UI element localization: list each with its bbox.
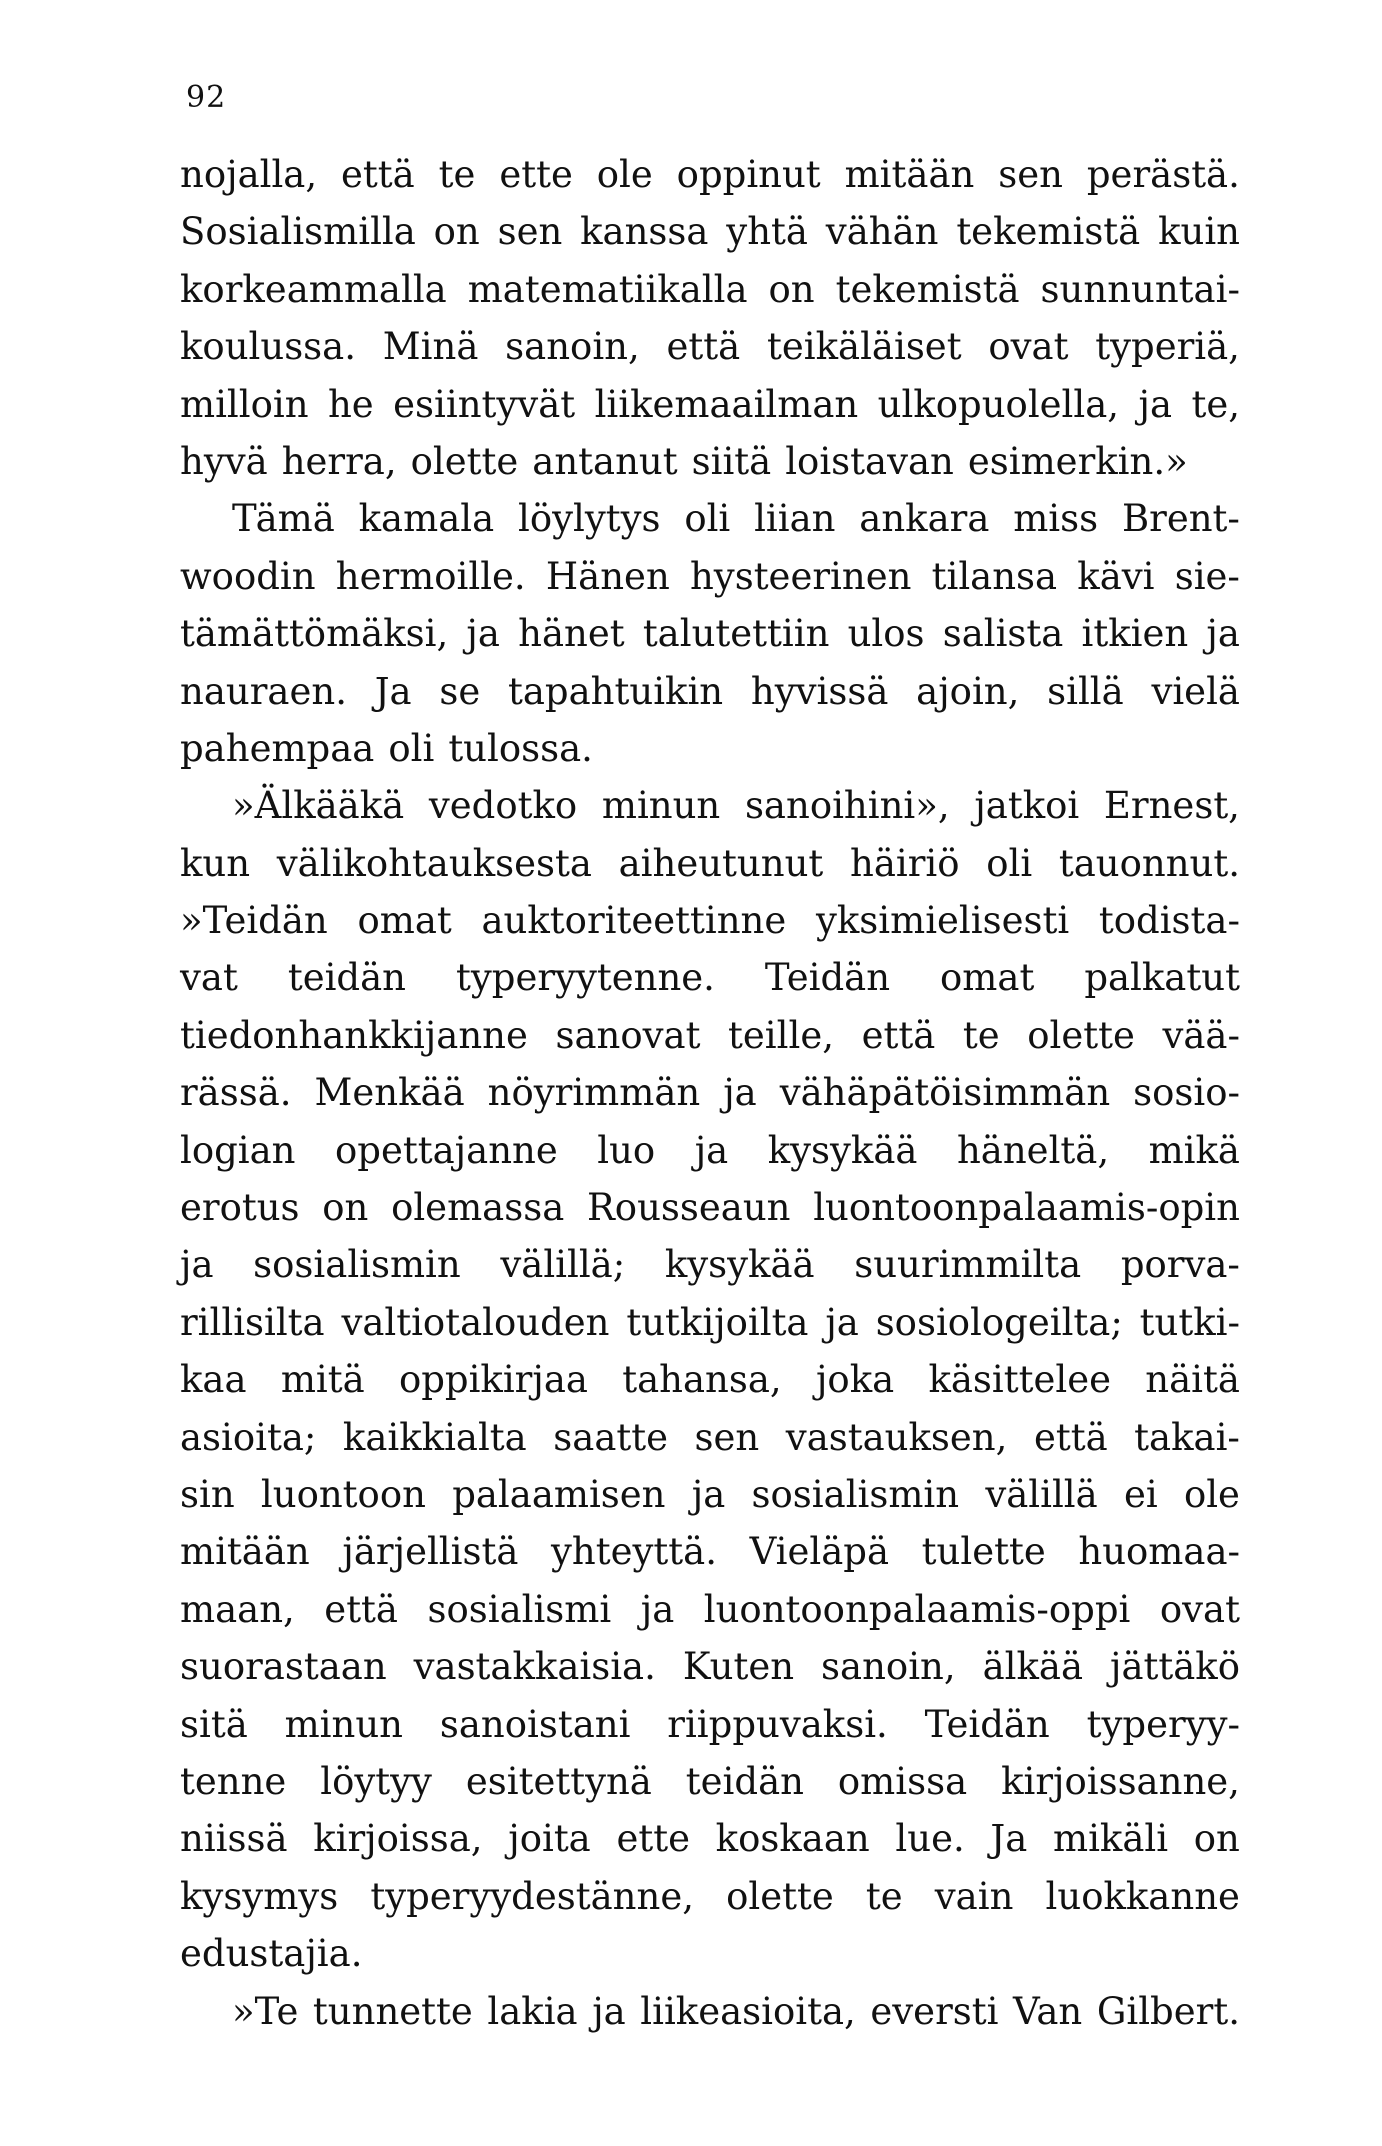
word: vain: [934, 1874, 1014, 1918]
word: ja: [592, 1989, 626, 2033]
word: sunnuntai-: [1040, 267, 1240, 311]
word: esimerkin.»: [967, 439, 1188, 483]
text-line: [180, 1466, 1240, 1523]
word: järjellistä: [342, 1530, 519, 1574]
word: yksimielisesti: [815, 899, 1070, 943]
word: tilansa: [931, 554, 1058, 598]
word: oli: [684, 497, 731, 541]
word: tutki-: [1139, 1300, 1240, 1344]
word: välillä;: [500, 1243, 626, 1287]
word: »Älkääkä: [232, 784, 405, 828]
word: vastauksen,: [785, 1415, 1008, 1459]
word: eversti: [870, 1989, 999, 2033]
word: Brent-: [1121, 497, 1240, 541]
word: vat: [180, 956, 238, 1000]
word: saatte: [553, 1415, 669, 1459]
word: riippuvaksi.: [667, 1702, 888, 1746]
word: joita: [508, 1817, 591, 1861]
text-line: [180, 720, 1240, 777]
word: oli: [986, 841, 1033, 885]
word: sitä: [180, 1702, 248, 1746]
text-line: [180, 1179, 1240, 1236]
word: opettajanne: [335, 1128, 558, 1172]
word: minun: [601, 784, 721, 828]
word: tämättömäksi,: [180, 612, 449, 656]
word: ei: [1123, 1472, 1158, 1516]
word: vähän: [825, 210, 939, 254]
word: Van: [1013, 1989, 1083, 2033]
text-line: [180, 663, 1240, 720]
word: tulossa.: [448, 726, 593, 770]
word: Ernest,: [1103, 784, 1240, 828]
word: ette: [499, 153, 573, 196]
word: Gilbert.: [1096, 1989, 1240, 2033]
word: kysykää: [664, 1243, 815, 1287]
word: tekemistä: [956, 210, 1141, 254]
word: nojalla,: [180, 153, 318, 196]
word: vastakkaisia.: [413, 1645, 656, 1689]
word: vähäpätöisimmän: [779, 1071, 1111, 1115]
word: sosiologeilta;: [875, 1300, 1123, 1344]
word: sin: [180, 1472, 235, 1516]
word: vielä: [1151, 669, 1240, 713]
word: sanoistani: [439, 1702, 631, 1746]
word: yhteyttä.: [551, 1530, 717, 1574]
word: oppinut: [676, 153, 821, 196]
word: luokkanne: [1045, 1874, 1240, 1918]
word: Rousseaun: [586, 1186, 791, 1230]
word: niissä: [180, 1817, 288, 1861]
word: tiedonhankkijanne: [180, 1013, 528, 1057]
word: kuin: [1158, 210, 1240, 254]
word: pahempaa: [180, 726, 375, 770]
word: että: [324, 1587, 398, 1631]
word: valtiotalouden: [341, 1300, 610, 1344]
word: kirjoissanne,: [1001, 1759, 1240, 1803]
word: luontoon: [260, 1472, 426, 1516]
word: typeryy-: [1086, 1702, 1240, 1746]
word: erotus: [180, 1186, 300, 1230]
word: tulette: [921, 1530, 1046, 1574]
word: ovat: [1159, 1587, 1240, 1631]
word: siitä: [691, 439, 772, 483]
word: esitettynä: [465, 1759, 652, 1803]
word: sen: [998, 153, 1063, 196]
word: yhtä: [726, 210, 808, 254]
word: hermoille.: [335, 554, 526, 598]
word: nauraen.: [180, 669, 347, 713]
word: Ja: [990, 1817, 1028, 1861]
word: teidän: [685, 1759, 804, 1803]
word: perästä.: [1086, 153, 1240, 196]
word: ja: [1206, 612, 1240, 656]
word: porva-: [1120, 1243, 1240, 1287]
word: kun: [180, 841, 251, 885]
word: kirjoissa,: [313, 1817, 483, 1861]
word: takai-: [1134, 1415, 1240, 1459]
word: te,: [1191, 382, 1240, 426]
word: kanssa: [580, 210, 709, 254]
text-line: [180, 1064, 1240, 1121]
word: woodin: [180, 554, 316, 598]
word: liikemaailman: [594, 382, 859, 426]
word: sanoin,: [505, 325, 640, 369]
word: ole: [596, 153, 653, 196]
word: omat: [357, 899, 452, 943]
word: hänet: [518, 612, 625, 656]
word: matematiikalla: [467, 267, 748, 311]
word: ja: [694, 1128, 729, 1172]
word: ulos: [847, 612, 925, 656]
word: koulussa.: [180, 325, 356, 369]
word: miss: [1013, 497, 1099, 541]
text-line: [180, 1696, 1240, 1753]
word: todista-: [1098, 899, 1240, 943]
word: on: [768, 267, 815, 311]
word: luontoonpalaamis-oppi: [703, 1587, 1131, 1631]
word: logian: [180, 1128, 296, 1172]
word: tunnette: [312, 1989, 473, 2033]
page-number: 92: [186, 80, 227, 115]
text-line: [180, 777, 1240, 834]
word: Vieläpä: [749, 1530, 890, 1574]
word: typeryydestänne,: [370, 1874, 694, 1918]
word: että: [861, 1013, 936, 1057]
word: on: [433, 210, 480, 254]
text-line: [180, 490, 1240, 547]
text-line: [180, 1007, 1240, 1064]
word: löytyy: [320, 1759, 432, 1803]
word: että: [1033, 1415, 1108, 1459]
word: loistavan: [785, 439, 954, 483]
word: hyvissä: [750, 669, 889, 713]
word: rässä.: [180, 1071, 292, 1115]
word: vää-: [1162, 1013, 1240, 1057]
word: ajoin,: [916, 669, 1020, 713]
word: teikäläiset: [767, 325, 962, 369]
word: ja: [180, 1243, 214, 1287]
word: käsittelee: [928, 1358, 1112, 1402]
text-line: [180, 1753, 1240, 1810]
word: häiriö: [849, 841, 960, 885]
word: Tämä: [232, 497, 335, 541]
word: Teidän: [764, 956, 891, 1000]
word: sanoin,: [821, 1645, 956, 1689]
word: sie-: [1174, 554, 1240, 598]
word: kaa: [180, 1358, 247, 1402]
word: jatkoi: [974, 784, 1080, 828]
text-line: [180, 1810, 1240, 1867]
text-line: [180, 1294, 1240, 1351]
text-line: [180, 1122, 1240, 1179]
word: maan,: [180, 1587, 295, 1631]
word: ja: [1138, 382, 1173, 426]
word: olette: [410, 439, 519, 483]
word: suurimmilta: [854, 1243, 1082, 1287]
word: omat: [940, 956, 1035, 1000]
word: Menkää: [314, 1071, 465, 1115]
word: olette: [726, 1874, 834, 1918]
word: kysykää: [767, 1128, 918, 1172]
word: ette: [616, 1817, 690, 1861]
word: kamala: [358, 497, 495, 541]
text-line: [180, 548, 1240, 605]
word: joka: [815, 1358, 895, 1402]
word: sosialismin: [253, 1243, 461, 1287]
word: ja: [640, 1587, 675, 1631]
word: salista: [942, 612, 1064, 656]
word: antanut: [532, 439, 678, 483]
word: palaamisen: [452, 1472, 666, 1516]
word: lue.: [895, 1817, 965, 1861]
word: tapahtuikin: [508, 669, 724, 713]
word: omissa: [837, 1759, 968, 1803]
word: mikä: [1148, 1128, 1240, 1172]
word: typeriä,: [1095, 325, 1240, 369]
text-line: [180, 1868, 1240, 1925]
text-line: [180, 146, 1240, 203]
word: mitään: [180, 1530, 310, 1574]
text-line: [180, 203, 1240, 260]
word: mitään: [844, 153, 975, 196]
word: Hänen: [545, 554, 670, 598]
word: ja: [825, 1300, 859, 1344]
word: minun: [284, 1702, 404, 1746]
word: ja: [691, 1472, 726, 1516]
word: herra,: [281, 439, 397, 483]
word: hysteerinen: [689, 554, 912, 598]
word: huomaa-: [1078, 1530, 1240, 1574]
word: Teidän: [924, 1702, 1050, 1746]
word: ja: [466, 612, 500, 656]
word: oli: [388, 726, 435, 770]
word: on: [322, 1186, 369, 1230]
word: palkatut: [1084, 956, 1240, 1000]
word: Sosialismilla: [180, 210, 416, 254]
text-line: [180, 318, 1240, 375]
text-line: [180, 1409, 1240, 1466]
word: edustajia.: [180, 1932, 363, 1976]
word: tutkijoilta: [626, 1300, 809, 1344]
word: milloin: [180, 382, 309, 426]
word: suorastaan: [180, 1645, 387, 1689]
word: liian: [754, 497, 836, 541]
word: te: [438, 153, 476, 196]
word: kaikkialta: [342, 1415, 527, 1459]
word: te: [962, 1013, 1000, 1057]
word: vedotko: [428, 784, 578, 828]
word: koskaan: [715, 1817, 870, 1861]
word: te: [865, 1874, 903, 1918]
word: olemassa: [391, 1186, 565, 1230]
word: »Te: [232, 1989, 299, 2033]
word: sosialismi: [427, 1587, 612, 1631]
text-line: [180, 605, 1240, 662]
word: että: [341, 153, 415, 196]
text-line: [180, 1581, 1240, 1638]
word: tauonnut.: [1058, 841, 1240, 885]
word: mitä: [280, 1358, 365, 1402]
word: esiintyvät: [393, 382, 576, 426]
word: häneltä,: [956, 1128, 1110, 1172]
text-line: [180, 433, 1240, 490]
text-line: [180, 1983, 1240, 2040]
word: luo: [597, 1128, 656, 1172]
word: ulkopuolella,: [877, 382, 1120, 426]
text-line: [180, 261, 1240, 318]
word: sosio-: [1133, 1071, 1240, 1115]
text-line: [180, 835, 1240, 892]
word: aiheutunut: [618, 841, 824, 885]
text-line: [180, 892, 1240, 949]
word: talutettiin: [642, 612, 830, 656]
text-line: [180, 1925, 1240, 1982]
text-line: [180, 1351, 1240, 1408]
word: »Teidän: [180, 899, 328, 943]
word: se: [439, 669, 481, 713]
word: sanovat: [555, 1013, 701, 1057]
word: lakia: [487, 1989, 578, 2033]
word: sen: [694, 1415, 760, 1459]
word: löylytys: [517, 497, 661, 541]
word: jättäkö: [1109, 1645, 1240, 1689]
word: tekemistä: [835, 267, 1020, 311]
text-line: [180, 1523, 1240, 1580]
word: Kuten: [682, 1645, 795, 1689]
word: teidän: [287, 956, 407, 1000]
word: sillä: [1047, 669, 1124, 713]
word: mikäli: [1053, 1817, 1169, 1861]
word: Minä: [382, 325, 479, 369]
word: on: [1193, 1817, 1240, 1861]
word: tenne: [180, 1759, 287, 1803]
word: typeryytenne.: [456, 956, 715, 1000]
word: älkää: [982, 1645, 1084, 1689]
word: näitä: [1145, 1358, 1240, 1402]
word: luontoonpalaamis-opin: [813, 1186, 1240, 1230]
word: korkeammalla: [180, 267, 447, 311]
word: asioita;: [180, 1415, 317, 1459]
word: että: [666, 325, 741, 369]
word: teille,: [728, 1013, 834, 1057]
word: olette: [1027, 1013, 1135, 1057]
word: Ja: [374, 669, 412, 713]
word: oppikirjaa: [398, 1358, 588, 1402]
word: liikeasioita,: [640, 1989, 856, 2033]
word: tahansa,: [622, 1358, 782, 1402]
body-text: [180, 146, 1240, 2040]
word: sanoihini»,: [744, 784, 950, 828]
text-line: [180, 949, 1240, 1006]
word: ole: [1183, 1472, 1240, 1516]
word: sosialismin: [751, 1472, 960, 1516]
text-line: [180, 1236, 1240, 1293]
word: sen: [497, 210, 563, 254]
word: itkien: [1081, 612, 1189, 656]
word: hyvä: [180, 439, 268, 483]
word: ankara: [859, 497, 990, 541]
word: ja: [723, 1071, 757, 1115]
word: välikohtauksesta: [276, 841, 592, 885]
word: nöyrimmän: [487, 1071, 701, 1115]
word: he: [327, 382, 374, 426]
word: välillä: [985, 1472, 1098, 1516]
word: kävi: [1077, 554, 1155, 598]
word: rillisilta: [180, 1300, 325, 1344]
text-line: [180, 376, 1240, 433]
text-line: [180, 1638, 1240, 1695]
word: ovat: [988, 325, 1069, 369]
word: kysymys: [180, 1874, 339, 1918]
word: auktoriteettinne: [481, 899, 787, 943]
